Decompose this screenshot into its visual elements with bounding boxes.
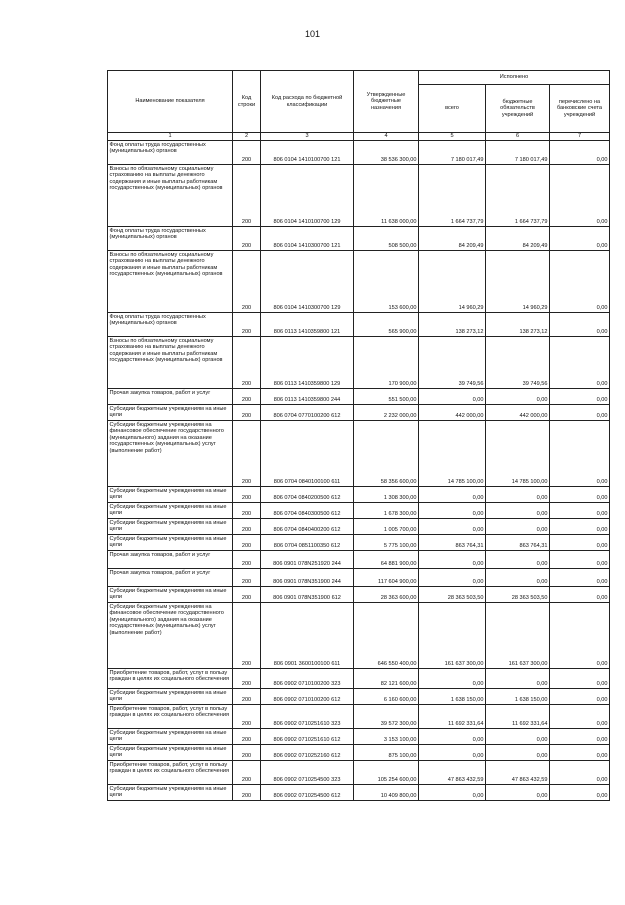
row-transferred-bank-accounts: 0,00 — [550, 745, 610, 761]
row-transferred-bank-accounts: 0,00 — [550, 503, 610, 519]
row-expense-code: 806 0704 0770100200 612 — [261, 405, 354, 421]
row-line-code: 200 — [233, 785, 261, 801]
row-executed-total: 0,00 — [419, 785, 486, 801]
row-expense-code: 806 0704 0851100350 612 — [261, 535, 354, 551]
row-approved-amount: 11 638 000,00 — [354, 165, 419, 227]
row-approved-amount: 82 121 600,00 — [354, 669, 419, 689]
row-executed-total: 161 637 300,00 — [419, 603, 486, 669]
column-number: 6 — [486, 133, 550, 141]
row-line-code: 200 — [233, 313, 261, 337]
row-executed-total: 0,00 — [419, 487, 486, 503]
row-transferred-bank-accounts: 0,00 — [550, 689, 610, 705]
row-transferred-bank-accounts: 0,00 — [550, 535, 610, 551]
row-executed-budget-obligations: 0,00 — [486, 729, 550, 745]
row-executed-total: 14 960,29 — [419, 251, 486, 313]
table-row — [108, 165, 610, 227]
row-name: Прочая закупка товаров, работ и услуг — [108, 389, 233, 405]
row-name: Субсидии бюджетным учреждениям на иные цели — [108, 745, 233, 761]
row-name: Приобретение товаров, работ, услуг в пользу граждан в целях их социального обеспечения — [108, 761, 233, 785]
row-line-code: 200 — [233, 503, 261, 519]
row-executed-total: 0,00 — [419, 729, 486, 745]
row-approved-amount: 565 900,00 — [354, 313, 419, 337]
column-number: 5 — [419, 133, 486, 141]
row-transferred-bank-accounts: 0,00 — [550, 603, 610, 669]
row-name: Взносы по обязательному социальному страхованию на выплаты денежного содержания и иные выплаты работникам государственных (муниципальных) органов — [108, 251, 233, 313]
column-number: 4 — [354, 133, 419, 141]
row-transferred-bank-accounts: 0,00 — [550, 669, 610, 689]
row-executed-budget-obligations: 138 273,12 — [486, 313, 550, 337]
table-row — [108, 227, 610, 251]
row-approved-amount: 105 254 600,00 — [354, 761, 419, 785]
page-number: 101 — [304, 29, 321, 39]
row-line-code: 200 — [233, 487, 261, 503]
row-line-code: 200 — [233, 551, 261, 569]
row-executed-budget-obligations: 161 637 300,00 — [486, 603, 550, 669]
header-bank-accounts: перечислено на банковские счета учреждений — [550, 85, 610, 133]
row-line-code: 200 — [233, 705, 261, 729]
row-executed-budget-obligations: 442 000,00 — [486, 405, 550, 421]
header-executed: Исполнено — [419, 71, 610, 85]
row-approved-amount: 551 500,00 — [354, 389, 419, 405]
table-row — [108, 603, 610, 669]
budget-execution-table — [107, 70, 610, 801]
row-name: Прочая закупка товаров, работ и услуг — [108, 551, 233, 569]
row-line-code: 200 — [233, 587, 261, 603]
row-approved-amount: 64 881 900,00 — [354, 551, 419, 569]
row-approved-amount: 5 775 100,00 — [354, 535, 419, 551]
row-name: Прочая закупка товаров, работ и услуг — [108, 569, 233, 587]
row-transferred-bank-accounts: 0,00 — [550, 587, 610, 603]
row-transferred-bank-accounts: 0,00 — [550, 519, 610, 535]
row-line-code: 200 — [233, 421, 261, 487]
row-approved-amount: 38 536 300,00 — [354, 141, 419, 165]
row-transferred-bank-accounts: 0,00 — [550, 551, 610, 569]
row-executed-budget-obligations: 0,00 — [486, 487, 550, 503]
row-approved-amount: 28 363 600,00 — [354, 587, 419, 603]
row-approved-amount: 1 005 700,00 — [354, 519, 419, 535]
row-line-code: 200 — [233, 745, 261, 761]
row-transferred-bank-accounts: 0,00 — [550, 165, 610, 227]
row-executed-budget-obligations: 0,00 — [486, 669, 550, 689]
row-line-code: 200 — [233, 569, 261, 587]
row-line-code: 200 — [233, 227, 261, 251]
header-line-code: Код строки — [233, 71, 261, 133]
table-row — [108, 729, 610, 745]
row-executed-total: 1 664 737,79 — [419, 165, 486, 227]
row-expense-code: 806 0902 0710251610 612 — [261, 729, 354, 745]
row-transferred-bank-accounts: 0,00 — [550, 761, 610, 785]
row-executed-budget-obligations: 863 764,31 — [486, 535, 550, 551]
table-row — [108, 141, 610, 165]
row-transferred-bank-accounts: 0,00 — [550, 389, 610, 405]
row-line-code: 200 — [233, 519, 261, 535]
row-approved-amount: 58 356 600,00 — [354, 421, 419, 487]
row-executed-budget-obligations: 0,00 — [486, 389, 550, 405]
row-name: Взносы по обязательному социальному страхованию на выплаты денежного содержания и иные выплаты работникам государственных (муниципальных) органов — [108, 165, 233, 227]
row-name: Фонд оплаты труда государственных (муниципальных) органов — [108, 227, 233, 251]
row-executed-total: 0,00 — [419, 551, 486, 569]
row-name: Субсидии бюджетным учреждениям на иные цели — [108, 405, 233, 421]
table-body — [108, 141, 610, 801]
table-row — [108, 251, 610, 313]
row-expense-code: 806 0902 0710100200 323 — [261, 669, 354, 689]
row-expense-code: 806 0704 0840400200 612 — [261, 519, 354, 535]
table-row — [108, 313, 610, 337]
table-row — [108, 745, 610, 761]
table-row — [108, 487, 610, 503]
table-row — [108, 689, 610, 705]
row-approved-amount: 10 409 800,00 — [354, 785, 419, 801]
row-expense-code: 806 0902 0710252160 612 — [261, 745, 354, 761]
column-number: 7 — [550, 133, 610, 141]
row-line-code: 200 — [233, 729, 261, 745]
row-line-code: 200 — [233, 603, 261, 669]
row-transferred-bank-accounts: 0,00 — [550, 337, 610, 389]
row-expense-code: 806 0902 0710100200 612 — [261, 689, 354, 705]
row-expense-code: 806 0104 1410300700 129 — [261, 251, 354, 313]
row-transferred-bank-accounts: 0,00 — [550, 141, 610, 165]
row-executed-budget-obligations: 28 363 503,50 — [486, 587, 550, 603]
row-executed-budget-obligations: 0,00 — [486, 569, 550, 587]
row-executed-total: 0,00 — [419, 569, 486, 587]
row-executed-budget-obligations: 39 749,56 — [486, 337, 550, 389]
row-line-code: 200 — [233, 389, 261, 405]
row-expense-code: 806 0901 078N351900 612 — [261, 587, 354, 603]
row-expense-code: 806 0104 1410100700 121 — [261, 141, 354, 165]
row-executed-total: 0,00 — [419, 389, 486, 405]
row-approved-amount: 3 153 100,00 — [354, 729, 419, 745]
table-row — [108, 587, 610, 603]
row-executed-budget-obligations: 47 863 432,59 — [486, 761, 550, 785]
header-budget-obligations: бюджетные обязательств учреждений — [486, 85, 550, 133]
row-expense-code: 806 0113 1410359800 129 — [261, 337, 354, 389]
row-executed-total: 14 785 100,00 — [419, 421, 486, 487]
table-row — [108, 337, 610, 389]
table-row — [108, 503, 610, 519]
row-approved-amount: 1 308 300,00 — [354, 487, 419, 503]
table-row — [108, 519, 610, 535]
row-name: Субсидии бюджетным учреждениям на иные цели — [108, 785, 233, 801]
row-expense-code: 806 0902 0710254500 323 — [261, 761, 354, 785]
row-expense-code: 806 0901 078N251920 244 — [261, 551, 354, 569]
row-executed-budget-obligations: 0,00 — [486, 519, 550, 535]
row-expense-code: 806 0901 3600100100 611 — [261, 603, 354, 669]
row-line-code: 200 — [233, 165, 261, 227]
row-expense-code: 806 0104 1410100700 129 — [261, 165, 354, 227]
row-executed-budget-obligations: 0,00 — [486, 551, 550, 569]
header-approved: Утвержденные бюджетные назначения — [354, 71, 419, 133]
table-row — [108, 669, 610, 689]
row-name: Фонд оплаты труда государственных (муниципальных) органов — [108, 313, 233, 337]
row-transferred-bank-accounts: 0,00 — [550, 785, 610, 801]
row-name: Субсидии бюджетным учреждениям на иные цели — [108, 729, 233, 745]
row-executed-budget-obligations: 11 692 331,64 — [486, 705, 550, 729]
row-line-code: 200 — [233, 669, 261, 689]
table-header — [108, 71, 610, 141]
row-name: Приобретение товаров, работ, услуг в пользу граждан в целях их социального обеспечения — [108, 669, 233, 689]
row-name: Приобретение товаров, работ, услуг в пользу граждан в целях их социального обеспечения — [108, 705, 233, 729]
row-expense-code: 806 0704 0840300500 612 — [261, 503, 354, 519]
row-approved-amount: 6 160 600,00 — [354, 689, 419, 705]
row-approved-amount: 153 600,00 — [354, 251, 419, 313]
row-executed-total: 39 749,56 — [419, 337, 486, 389]
row-executed-total: 28 363 503,50 — [419, 587, 486, 603]
row-expense-code: 806 0902 0710251610 323 — [261, 705, 354, 729]
row-approved-amount: 646 550 400,00 — [354, 603, 419, 669]
table-row — [108, 785, 610, 801]
row-expense-code: 806 0704 0840200500 612 — [261, 487, 354, 503]
row-line-code: 200 — [233, 141, 261, 165]
row-executed-budget-obligations: 1 664 737,79 — [486, 165, 550, 227]
row-approved-amount: 39 572 300,00 — [354, 705, 419, 729]
row-approved-amount: 875 100,00 — [354, 745, 419, 761]
row-approved-amount: 170 900,00 — [354, 337, 419, 389]
row-line-code: 200 — [233, 337, 261, 389]
row-executed-budget-obligations: 7 180 017,49 — [486, 141, 550, 165]
row-name: Фонд оплаты труда государственных (муниципальных) органов — [108, 141, 233, 165]
row-executed-total: 138 273,12 — [419, 313, 486, 337]
row-name: Субсидии бюджетным учреждениям на финансовое обеспечение государственного (муниципального) задания на оказание государственных (муниципальных) услуг (выполнение работ) — [108, 421, 233, 487]
row-name: Субсидии бюджетным учреждениям на иные цели — [108, 587, 233, 603]
row-executed-total: 863 764,31 — [419, 535, 486, 551]
row-transferred-bank-accounts: 0,00 — [550, 729, 610, 745]
row-executed-budget-obligations: 84 209,49 — [486, 227, 550, 251]
row-line-code: 200 — [233, 251, 261, 313]
row-name: Субсидии бюджетным учреждениям на иные цели — [108, 535, 233, 551]
column-numbering-row — [108, 133, 610, 141]
row-line-code: 200 — [233, 535, 261, 551]
table-row — [108, 421, 610, 487]
table-row — [108, 761, 610, 785]
row-executed-total: 0,00 — [419, 519, 486, 535]
table-row — [108, 535, 610, 551]
header-expense-code: Код расхода по бюджетной классификации — [261, 71, 354, 133]
row-executed-budget-obligations: 0,00 — [486, 745, 550, 761]
row-name: Субсидии бюджетным учреждениям на финансовое обеспечение государственного (муниципального) задания на оказание государственных (муниципальных) услуг (выполнение работ) — [108, 603, 233, 669]
table-row — [108, 405, 610, 421]
row-transferred-bank-accounts: 0,00 — [550, 705, 610, 729]
column-number: 1 — [108, 133, 233, 141]
row-executed-budget-obligations: 0,00 — [486, 785, 550, 801]
row-executed-total: 84 209,49 — [419, 227, 486, 251]
row-transferred-bank-accounts: 0,00 — [550, 405, 610, 421]
row-executed-total: 47 863 432,59 — [419, 761, 486, 785]
row-approved-amount: 508 500,00 — [354, 227, 419, 251]
row-executed-total: 442 000,00 — [419, 405, 486, 421]
row-executed-total: 11 692 331,64 — [419, 705, 486, 729]
row-line-code: 200 — [233, 761, 261, 785]
row-name: Субсидии бюджетным учреждениям на иные цели — [108, 503, 233, 519]
table-row — [108, 569, 610, 587]
row-transferred-bank-accounts: 0,00 — [550, 251, 610, 313]
row-expense-code: 806 0104 1410300700 121 — [261, 227, 354, 251]
row-approved-amount: 117 604 900,00 — [354, 569, 419, 587]
row-name: Субсидии бюджетным учреждениям на иные цели — [108, 519, 233, 535]
table-row — [108, 389, 610, 405]
row-expense-code: 806 0704 0840100100 611 — [261, 421, 354, 487]
table-row — [108, 551, 610, 569]
row-executed-total: 0,00 — [419, 745, 486, 761]
header-name: Наименование показателя — [108, 71, 233, 133]
row-name: Взносы по обязательному социальному страхованию на выплаты денежного содержания и иные выплаты работникам государственных (муниципальных) органов — [108, 337, 233, 389]
row-executed-budget-obligations: 14 785 100,00 — [486, 421, 550, 487]
row-transferred-bank-accounts: 0,00 — [550, 569, 610, 587]
row-transferred-bank-accounts: 0,00 — [550, 421, 610, 487]
row-approved-amount: 1 678 300,00 — [354, 503, 419, 519]
row-transferred-bank-accounts: 0,00 — [550, 227, 610, 251]
row-executed-total: 7 180 017,49 — [419, 141, 486, 165]
row-expense-code: 806 0901 078N351900 244 — [261, 569, 354, 587]
row-transferred-bank-accounts: 0,00 — [550, 313, 610, 337]
row-name: Субсидии бюджетным учреждениям на иные цели — [108, 689, 233, 705]
row-executed-total: 0,00 — [419, 503, 486, 519]
row-transferred-bank-accounts: 0,00 — [550, 487, 610, 503]
row-approved-amount: 2 232 000,00 — [354, 405, 419, 421]
row-executed-budget-obligations: 14 960,29 — [486, 251, 550, 313]
header-total: всего — [419, 85, 486, 133]
row-expense-code: 806 0113 1410359800 121 — [261, 313, 354, 337]
table-row — [108, 705, 610, 729]
row-expense-code: 806 0113 1410359800 244 — [261, 389, 354, 405]
row-line-code: 200 — [233, 405, 261, 421]
row-executed-total: 1 638 150,00 — [419, 689, 486, 705]
row-executed-total: 0,00 — [419, 669, 486, 689]
row-executed-budget-obligations: 0,00 — [486, 503, 550, 519]
column-number: 2 — [233, 133, 261, 141]
row-expense-code: 806 0902 0710254500 612 — [261, 785, 354, 801]
row-line-code: 200 — [233, 689, 261, 705]
column-number: 3 — [261, 133, 354, 141]
row-executed-budget-obligations: 1 638 150,00 — [486, 689, 550, 705]
row-name: Субсидии бюджетным учреждениям на иные цели — [108, 487, 233, 503]
